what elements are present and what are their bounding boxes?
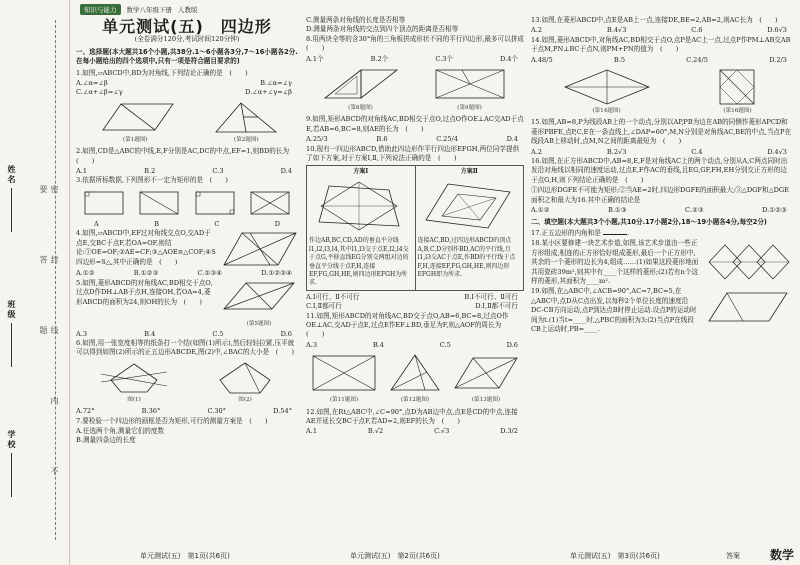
q3-fig-b	[136, 188, 182, 218]
scheme-1-text: 作边AB,BC,CD,AD的垂直平分线l1,l2,l3,l4,其中l1,l3交于点E,l2,l4交于点G,平移直线EG分别交两组对边的垂直平分线于点F,H,连接EF,FG,GH,HE,则四边形EFGH为所求.	[309, 237, 409, 287]
question-19: 19.如图,在△ABC中,∠ACB=90°,AC=7,BC=5,在△ABC中,点D从C点出发,以每秒2个单位长度的速度沿DC-CB方向运动,点P到达点B时停止运动.设点P的运动时间为t.(1)当t=____时,△PBC的面积为3;(2)当点P在线段CB上运动时,PB=____.	[531, 287, 697, 333]
school-field: 学校	[6, 430, 17, 497]
q6-fig1-caption: 图(1)	[127, 396, 141, 403]
q16-statements: ①四边形DGFE不可能为矩形;②当AE=2时,四边形DGFE的面积最大;③△DGF和△DGE面积之和最大为16.其中正确的结论是	[531, 186, 790, 204]
q4-block	[76, 229, 298, 269]
fig2-caption: (第2题图)	[233, 136, 259, 143]
figures-1-2	[76, 100, 298, 145]
footer-page-1: 单元测试(五) 第1页(共6页)	[140, 552, 230, 560]
fig9-caption: (第9题图)	[457, 105, 482, 112]
q7-option-c: C.测量两条对角线的长度是否相等	[306, 16, 406, 24]
q1-options-2: C.∠α+∠β=∠γ D.∠α+∠γ=∠β	[76, 88, 292, 97]
scheme-1-figure	[309, 178, 409, 234]
answer-badge: 答案	[726, 552, 740, 560]
figure-2-triangle	[211, 100, 281, 136]
scheme-2-text: 连接AC,BD,过四边形ABCD的顶点A,B,C,D分别作BD,AC的平行线,且l1,l3交AC于点E,作BD的平行线于点F,H,连接EF,FG,GH,HE,则四边形EFGH即为所求.	[417, 237, 516, 278]
scheme-1	[307, 166, 415, 289]
question-17: 17.正五边形的内角和是 .	[531, 228, 630, 237]
q2-options: A.1 B.2 C.3 D.4	[76, 167, 292, 176]
column-2	[306, 16, 531, 437]
scheme-2-figure	[418, 178, 518, 234]
figure-11-rectangle	[309, 352, 379, 396]
q3-fig-c	[192, 188, 238, 218]
figure-4-parallelogram	[220, 229, 298, 269]
figure-12-triangle	[385, 352, 445, 396]
q14-options: A.48/5 B.5 C.24/5 D.2/3	[531, 55, 787, 64]
q6-fig-knot	[99, 360, 169, 396]
q5-block	[76, 279, 298, 330]
subject-label: 数学	[769, 548, 794, 562]
question-13: 13.如图,在菱形ABCD中,点E是AB上一点,连接DE,BE=2,AB=2,则AC长为 ( )	[531, 16, 778, 24]
header-bar	[80, 3, 198, 15]
brand-badge: 知识与能力	[80, 4, 121, 15]
q16-options: A.①② B.①③ C.②③ D.①②③	[531, 206, 787, 215]
q6-fig-pentagon	[215, 360, 275, 396]
figure-19-trapezoid	[703, 287, 793, 327]
question-4: 4.如图,▱ABCD中,EF过对角线交点O,交AD于点E,交BC于点F,若OA=OF,则结论:①OE=OF;②AE=CF;③△AOE≌△COF;④S四边形=S△,其中正确的是 ( )	[76, 229, 216, 266]
question-18: 18.某小区要修建一块艺术步道,如图,该艺术步道由一些正方形组成,相连的正方形恰好组成菱形,最后一个正方形中,其余的一个菱形的边长为4,组成……(1)如果这段菱形地面共用瓷砖39m²,则其中有____个这样的菱形;(2)若有n个这样的菱形,其面积为____m².	[531, 239, 699, 285]
q3-fig-d	[247, 188, 293, 218]
figures-11-13	[306, 352, 524, 405]
q3-options: A B C D	[94, 219, 280, 228]
figure-1-parallelogram	[93, 100, 178, 136]
name-field: 姓名	[6, 165, 17, 232]
question-8: 8.用两块全等的含30°角的三角板拼成形状不同的平行四边形,最多可以拼成 ( )	[306, 34, 531, 53]
seal-line-text: 密 封 线 内 不 要 答 题	[39, 185, 59, 506]
q6-options: A.72° B.36° C.30° D.54°	[76, 407, 292, 416]
q19-block	[531, 287, 793, 335]
q11-options: A.3 B.4 C.5 D.6	[306, 340, 518, 349]
test-meta: (全卷满分120分,考试时间120分钟)	[134, 35, 240, 44]
question-11: 11.如图,矩形ABCD的对角线AC,BD交于点O,AB=6,BC=8,过点O作OE⊥AC,交AD于点E,过点E作EF⊥BD,垂足为F,则△AOF的周长为 ( )	[306, 311, 509, 339]
binding-sidebar	[0, 0, 70, 565]
test-title: 单元测试(五) 四边形	[102, 17, 272, 36]
fig13-caption: (第13题图)	[471, 397, 501, 404]
class-field: 班级	[6, 300, 17, 367]
figure-18-tiles	[703, 239, 793, 285]
figure-14-rhombus	[557, 67, 657, 107]
question-7: 7.要检验一个四边形的画框是否为矩形,可行的测量方案是 ( )	[76, 416, 268, 425]
question-2: 2.如图,CD是△ABC的中线,E,F分别是AC,DC的中点,EF=1,则BD的长为 ( )	[76, 147, 296, 165]
figures-14-16	[531, 67, 793, 116]
figures-8-9	[306, 66, 524, 113]
q9-options: A.25/3 B.6 C.25/4 D.4	[306, 135, 518, 144]
figure-9-rectangle	[430, 66, 510, 104]
fig1-caption: (第1题图)	[122, 136, 148, 143]
seal-dashed-line	[55, 20, 56, 540]
section-choice: 一、选择题(本大题共16个小题,共38分.1～6小题各3分,7～16小题各2分.在每小题给出的四个选项中,只有一项是符合题目要求的)	[76, 47, 298, 66]
fig16-caption: (第16题图)	[723, 108, 752, 115]
q13-options: A.2 B.4√3 C.6 D.6√3	[531, 26, 787, 35]
q10-options-2: C.Ⅰ,Ⅱ都可行 D.Ⅰ,Ⅱ都不可行	[306, 302, 518, 311]
scheme-2-title: 方案Ⅱ	[460, 168, 478, 176]
q15-options: A.2 B.2√3 C.4 D.4√3	[531, 147, 787, 156]
footer-page-3: 单元测试(五) 第3页(共6页)	[570, 552, 660, 560]
fig5-caption: (第5题图)	[246, 321, 272, 328]
q6-fig2-caption: 图(2)	[238, 396, 252, 403]
question-6: 6.如图,用一张宽度相等的纸条打一个结(如图(1)所示),然后轻轻拉紧,压平就可以得到如图(2)所示的正五边形ABCDE,图(2)中,∠BAC的大小是 ( )	[76, 338, 295, 357]
q7-option-b: B.测量四条边的长度	[76, 436, 136, 445]
q4-options: A.①② B.①②③ C.②③④ D.①②③④	[76, 269, 292, 278]
series-label: 数学八年级下册	[126, 5, 172, 14]
q12-options: A.1 B.√2 C.√3 D.3/2	[306, 427, 518, 436]
q10-options-1: A.Ⅰ可行、Ⅱ不可行 B.Ⅰ不可行、Ⅱ可行	[306, 292, 518, 301]
q17-answer-blank[interactable]	[603, 234, 627, 235]
question-3: 3.依据所标数据,下列图形不一定为矩形的是 ( )	[76, 176, 228, 185]
figure-13-rhombus	[451, 352, 521, 396]
q7-option-a: A.任选两个角,测量它们的度数	[76, 426, 165, 435]
scheme-table	[306, 165, 524, 290]
question-15: 15.如图,AB=8,P为线段AB上的一个动点,分别以AP,PB为边在AB的同侧作菱形APCD和菱形PBFE,点P,C,E在一条直线上,∠DAP=60°,M,N分别是对角线AC,BE的中点,当点P在线段AB上移动时,点M,N之间的距离最短为 ( )	[531, 118, 792, 146]
column-3	[531, 16, 793, 335]
question-10: 10.现有一四边形ABCD,借助此四边形作平行四边形EFGH,两位同学提供了如下方案,对于方案Ⅰ,Ⅱ,下列说法正确的是 ( )	[306, 144, 520, 163]
scheme-1-title: 方案Ⅰ	[353, 168, 369, 176]
question-16: 16.如图,在正方形ABCD中,AB=8,E,F是对角线AC上的两个动点,分别从A,C两点同时出发沿对角线以相同的速度运动,过点E,F作AC的垂线,且EG,GF,FH,EH分别交正方形的边于点G,H,则下列结论正确的是 ( )	[531, 157, 788, 184]
fig12-caption: (第12题图)	[400, 397, 430, 404]
q5-options: A.3 B.4 C.5 D.6	[76, 329, 292, 338]
figure-16-square	[708, 67, 768, 107]
edition-label: 人教版	[178, 5, 198, 14]
question-1: 1.如图,▱ABCD中,BD为对角线,下列结论正确的是 ( )	[76, 68, 248, 77]
q6-figures	[76, 360, 298, 405]
question-9: 9.如图,矩形ABCD的对角线AC,BD相交于点O,过点O作OE⊥AC交AD于点E,若AB=6,BC=8,则AE的长为 ( )	[306, 115, 524, 133]
scheme-2	[415, 166, 524, 289]
figure-8-triangles	[321, 66, 401, 104]
fig8-caption: (第8题图)	[348, 105, 373, 112]
q7-option-d: D.测量两条对角线的交点到四个顶点的距离是否相等	[306, 25, 459, 34]
question-12: 12.如图,在Rt△ABC中,∠C=90°,点D为AB边中点,点E是CD的中点,连接AE并延长交BC于点F,若AD=2,则EF的长为 ( )	[306, 407, 518, 425]
section-fill: 二、填空题(本大题共3个小题,共10分.17小题2分,18～19小题各4分,每空2分)	[531, 217, 767, 226]
footer-page-2: 单元测试(五) 第2页(共6页)	[350, 552, 440, 560]
figure-5-rhombus	[220, 279, 298, 317]
question-5: 5.如图,菱形ABCD的对角线AC,BD相交于点O,过点D作DH⊥AB于点H,连接OH,若OA=4,菱形ABCD的面积为24,则OH的长为 ( )	[76, 278, 213, 306]
fig14-caption: (第14题图)	[592, 108, 621, 115]
q8-options: A.1个 B.2个 C.3个 D.4个	[306, 54, 518, 63]
question-14: 14.如图,菱形ABCD中,对角线AC,BD相交于点O,点P是AC上一点,过点P作PM⊥AB交AB于点M,PN⊥BC于点N,则PM+PN的值为 ( )	[531, 35, 791, 54]
column-1	[76, 16, 298, 446]
q18-block	[531, 239, 793, 287]
q3-fig-a	[81, 188, 127, 218]
q1-options: A.∠α=∠β B.∠α=∠γ	[76, 79, 292, 88]
fig11-caption: (第11题图)	[329, 397, 359, 404]
q3-figures	[76, 188, 298, 218]
